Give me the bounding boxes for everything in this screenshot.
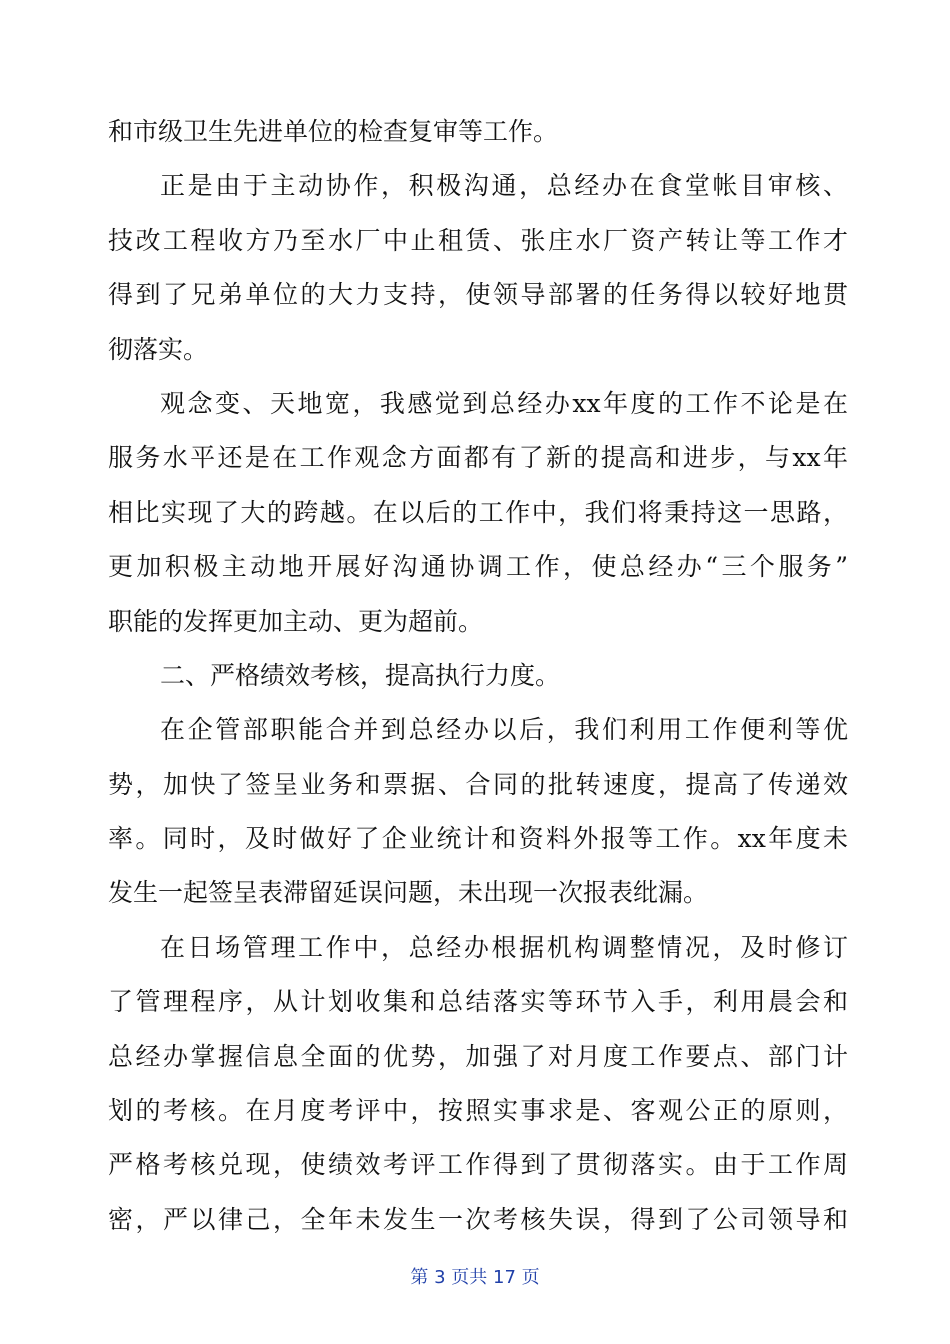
text-line: 发生一起签呈表滞留延误问题，未出现一次报表纰漏。 (108, 878, 709, 908)
text-line: 相比实现了大的跨越。在以后的工作中，我们将秉持这一思路， (108, 497, 848, 527)
text-line: 率。同时，及时做好了企业统计和资料外报等工作。xx年度未 (108, 824, 848, 854)
text-line: 和市级卫生先进单位的检查复审等工作。 (108, 117, 559, 146)
text-line: 服务水平还是在工作观念方面都有了新的提高和进步，与xx年 (108, 443, 848, 473)
text-line: 严格考核兑现，使绩效考评工作得到了贯彻落实。由于工作周 (108, 1150, 848, 1180)
text-line: 了管理程序，从计划收集和总结落实等环节入手，利用晨会和 (108, 987, 848, 1017)
text-line: 势，加快了签呈业务和票据、合同的批转速度，提高了传递效 (108, 769, 848, 799)
text-line: 观念变、天地宽，我感觉到总经办xx年度的工作不论是在 (160, 388, 848, 418)
text-line: 划的考核。在月度考评中，按照实事求是、客观公正的原则， (108, 1096, 848, 1126)
text-line: 更加积极主动地开展好沟通协调工作，使总经办“三个服务” (108, 552, 848, 582)
text-line: 密，严以律己，全年未发生一次考核失误，得到了公司领导和 (108, 1204, 848, 1234)
text-line: 总经办掌握信息全面的优势，加强了对月度工作要点、部门计 (108, 1041, 848, 1071)
page-footer (0, 1263, 950, 1289)
text-line: 彻落实。 (108, 334, 209, 364)
text-line: 正是由于主动协作，积极沟通，总经办在食堂帐目审核、 (160, 171, 848, 201)
text-line: 二、严格绩效考核，提高执行力度。 (160, 660, 561, 690)
text-line: 在日场管理工作中，总经办根据机构调整情况，及时修订 (160, 932, 848, 962)
text-line: 得到了兄弟单位的大力支持，使领导部署的任务得以较好地贯 (108, 280, 848, 310)
text-line: 职能的发挥更加主动、更为超前。 (108, 606, 484, 636)
document-body (108, 105, 848, 1247)
text-line: 在企管部职能合并到总经办以后，我们利用工作便利等优 (160, 715, 848, 745)
text-line: 技改工程收方乃至水厂中止租赁、张庄水厂资产转让等工作才 (108, 225, 848, 255)
page-number-label: 第 3 页共 17 页 (410, 1267, 540, 1288)
